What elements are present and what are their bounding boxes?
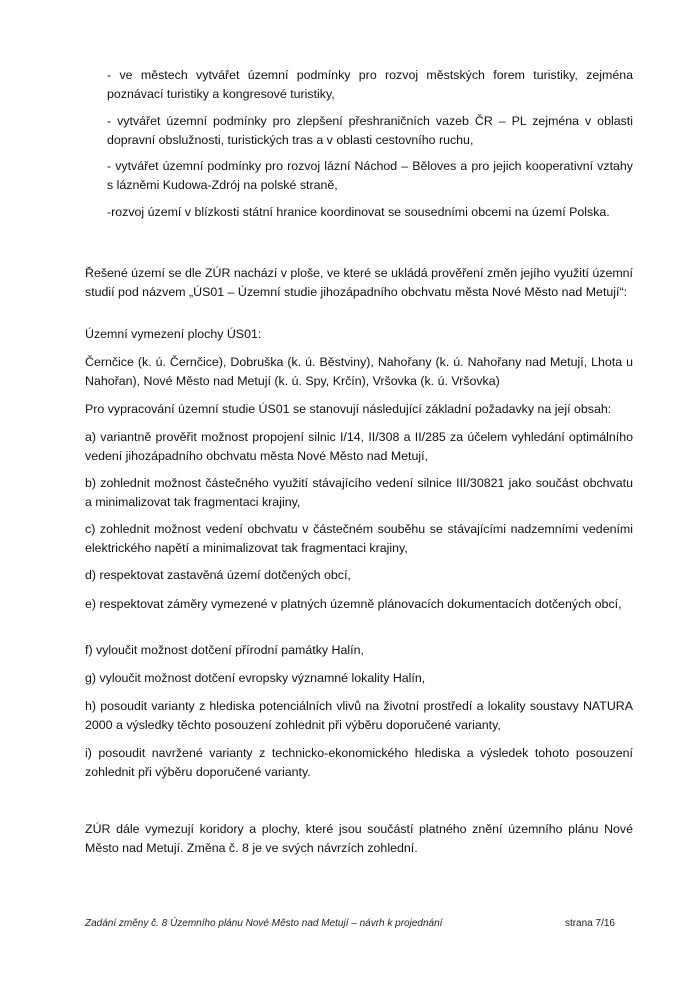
area-heading: Územní vymezení plochy ÚS01: bbox=[85, 327, 262, 341]
requirement-item: e) respektovat záměry vymezené v platných územně plánovacích dokumentacích dotčených obcí, bbox=[85, 597, 622, 611]
requirement-item: h) posoudit varianty z hlediska potenciálních vlivů na životní prostředí a lokality soustavy NATURA 2000 a výsledky těchto posouzení zohlednit při výběru doporučené varianty, bbox=[85, 699, 633, 732]
footer-title: Zadání změny č. 8 Územního plánu Nové Město nad Metují – návrh k projednání bbox=[85, 918, 443, 929]
page-number: strana 7/16 bbox=[564, 918, 615, 929]
requirement-item: b) zohlednit možnost částečného využití stávajícího vedení silnice III/30821 jako součást obchvatu a minimalizovat tak fragmentaci krajiny, bbox=[85, 476, 633, 509]
requirement-item: i) posoudit navržené varianty z technicko-ekonomického hlediska a výsledek tohoto posouzení zohlednit při výběru doporučené varianty. bbox=[85, 746, 633, 779]
area-paragraph: Černčice (k. ú. Černčice), Dobruška (k. ú. Běstviny), Nahořany (k. ú. Nahořany nad Metují, Lhota u Nahořan), Nové Město nad Metují (k. ú. Spy, Krčín), Vršovka (k. ú. Vršovka) bbox=[85, 355, 633, 388]
intro-paragraph: Řešené území se dle ZÚR nachází v ploše, ve které se ukládá prověření změn jejího využití územní studií pod názvem „ÚS01 – Územní studie jihozápadního obchvatu města Nové Město nad Metují“: bbox=[85, 266, 633, 299]
bullet-paragraph: - vytvářet územní podmínky pro rozvoj lázní Náchod – Běloves a pro jejich kooperativní vztahy s lázněmi Kudowa-Zdrój na polské straně, bbox=[107, 159, 633, 192]
requirement-item: d) respektovat zastavěná území dotčených obcí, bbox=[85, 568, 351, 582]
requirement-item: f) vyloučit možnost dotčení přírodní památky Halín, bbox=[85, 643, 364, 657]
requirement-item: g) vyloučit možnost dotčení evropsky významné lokality Halín, bbox=[85, 671, 426, 685]
requirement-item: c) zohlednit možnost vedení obchvatu v částečném souběhu se stávajícími nadzemními vedeními elektrického napětí a minimalizovat tak fragmentaci krajiny, bbox=[85, 522, 633, 555]
bullet-paragraph: - ve městech vytvářet územní podmínky pro rozvoj městských forem turistiky, zejména poznávací turistiky a kongresové turistiky, bbox=[107, 68, 633, 101]
requirement-item: a) variantně prověřit možnost propojení silnic I/14, II/308 a II/285 za účelem vyhledání optimálního vedení jihozápadního obchvatu města Nové Město nad Metují, bbox=[85, 430, 633, 463]
bullet-paragraph: - vytvářet územní podmínky pro zlepšení přeshraničních vazeb ČR – PL zejména v oblasti dopravní obslužnosti, turistických tras a v oblasti cestovního ruchu, bbox=[107, 114, 633, 147]
bullet-paragraph: -rozvoj území v blízkosti státní hranice koordinovat se sousedními obcemi na území Polska. bbox=[107, 205, 610, 219]
requirements-intro: Pro vypracování územní studie ÚS01 se stanovují následující základní požadavky na její obsah: bbox=[85, 402, 612, 416]
closing-paragraph: ZÚR dále vymezují koridory a plochy, které jsou součástí platného znění územního plánu Nové Město nad Metují. Změna č. 8 je ve svých návrzích zohlední. bbox=[85, 822, 633, 855]
